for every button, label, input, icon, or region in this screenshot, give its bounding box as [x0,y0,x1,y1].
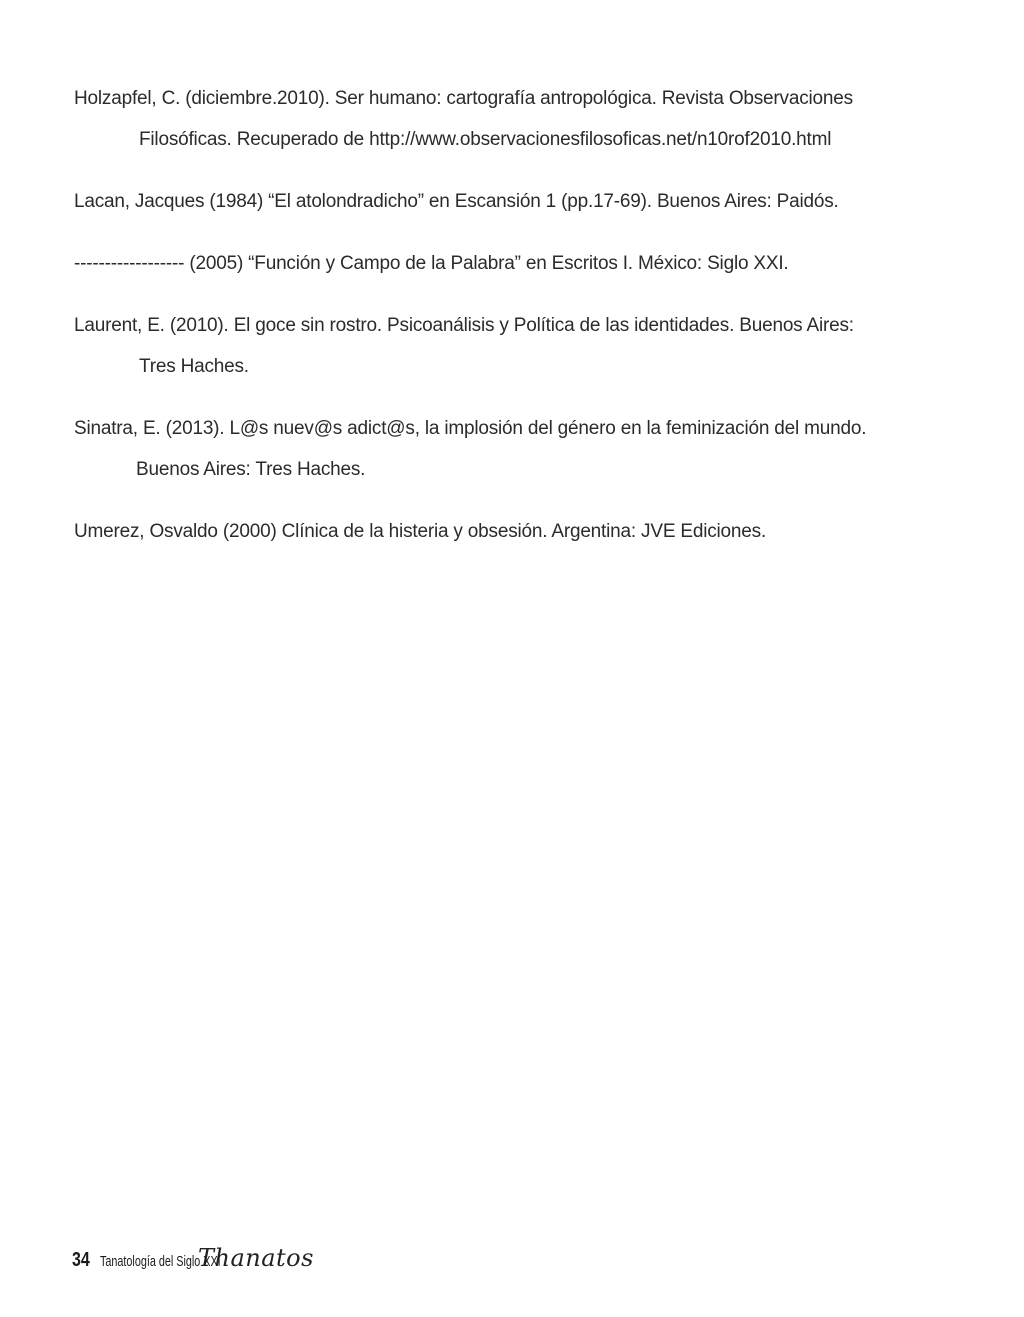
reference-holzapfel [74,78,954,160]
thanatos-logo: Thanatos [198,1244,314,1272]
reference-line: Laurent, E. (2010). El goce sin rostro. Psicoanálisis y Política de las identidades. Buenos Aires: [74,315,854,336]
journal-name: Tanatología del Siglo XXI [100,1253,221,1270]
reference-line: Umerez, Osvaldo (2000) Clínica de la histeria y obsesión. Argentina: JVE Ediciones. [74,521,767,542]
reference-lacan-2005 [74,243,954,284]
reference-line: Holzapfel, C. (diciembre.2010). Ser humano: cartografía antropológica. Revista Observaciones [74,88,853,109]
reference-sinatra [74,408,954,490]
page-number: 34 [72,1249,90,1271]
page-footer [72,1244,314,1278]
reference-laurent [74,305,954,387]
reference-line-continuation: Filosóficas. Recuperado de http://www.observacionesfilosoficas.net/n10rof2010.html [139,129,832,150]
reference-line-continuation: Buenos Aires: Tres Haches. [136,459,366,480]
reference-line-continuation: Tres Haches. [139,356,249,377]
reference-line: ------------------ (2005) “Función y Campo de la Palabra” en Escritos I. México: Siglo XXI. [74,253,789,274]
reference-umerez [74,511,954,552]
reference-lacan-1984 [74,181,954,222]
reference-line: Lacan, Jacques (1984) “El atolondradicho” en Escansión 1 (pp.17-69). Buenos Aires: Paidós. [74,191,839,212]
reference-list [74,78,954,573]
reference-line: Sinatra, E. (2013). L@s nuev@s adict@s, la implosión del género en la feminización del mundo. [74,418,867,439]
